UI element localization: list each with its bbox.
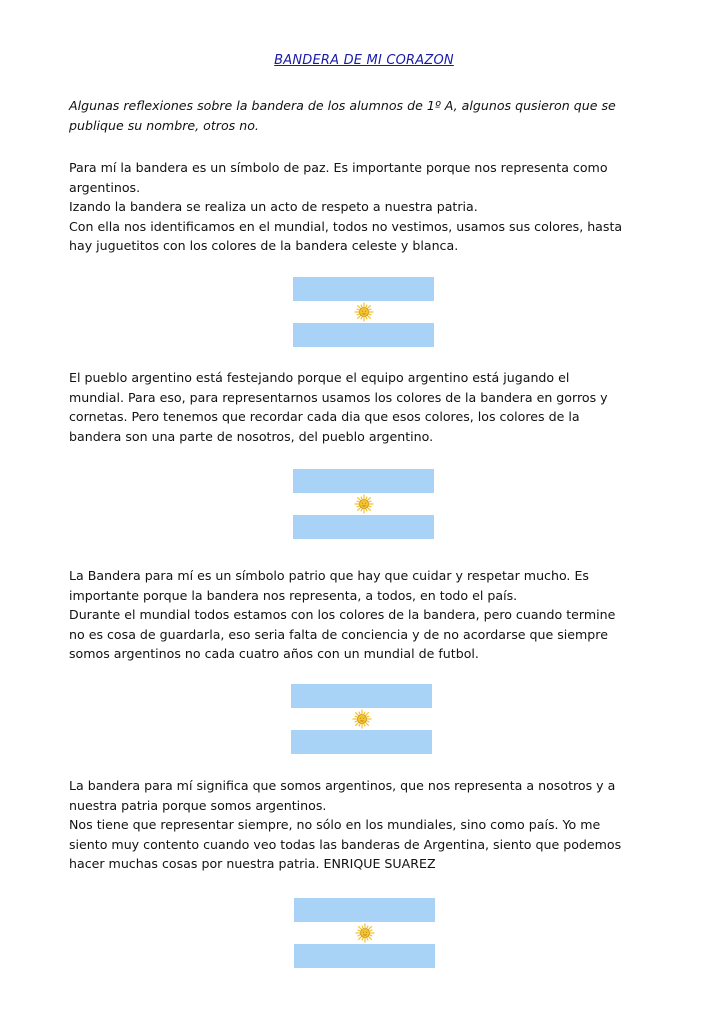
text-line: Nos tiene que representar siempre, no sólo en los mundiales, sino como país. Yo me bbox=[69, 817, 601, 832]
sun-of-may-icon bbox=[352, 709, 372, 729]
text-line: Durante el mundial todos estamos con los colores de la bandera, pero cuando termine bbox=[69, 607, 616, 622]
text-line: La bandera para mí significa que somos argentinos, que nos representa a nosotros y a bbox=[69, 778, 616, 793]
text-line: siento muy contento cuando veo todas las banderas de Argentina, siento que podemos bbox=[69, 836, 622, 852]
text-line: importante porque la bandera nos representa, a todos, en todo el país. bbox=[69, 587, 518, 603]
text-line: argentinos. bbox=[69, 179, 141, 195]
sun-of-may-icon bbox=[354, 494, 374, 514]
text-line: somos argentinos no cada cuatro años con un mundial de futbol. bbox=[69, 646, 479, 661]
argentina-flag-icon bbox=[294, 898, 435, 968]
paragraph-3 bbox=[69, 566, 669, 664]
text-line: Con ella nos identificamos en el mundial, todos no vestimos, usamos sus colores, hasta bbox=[69, 218, 623, 234]
text-line: Para mí la bandera es un símbolo de paz. Es importante porque nos representa como bbox=[69, 160, 608, 175]
paragraph-2 bbox=[69, 368, 669, 446]
text-line: El pueblo argentino está festejando porque el equipo argentino está jugando el bbox=[69, 370, 570, 385]
text-line: hay juguetitos con los colores de la bandera celeste y blanca. bbox=[69, 238, 459, 253]
text-line: La Bandera para mí es un símbolo patrio que hay que cuidar y respetar mucho. Es bbox=[69, 568, 589, 583]
text-line: Izando la bandera se realiza un acto de respeto a nuestra patria. bbox=[69, 199, 478, 214]
argentina-flag-icon bbox=[293, 277, 434, 347]
intro-paragraph bbox=[69, 96, 669, 135]
argentina-flag-icon bbox=[293, 469, 434, 539]
text-line: bandera son una parte de nosotros, del pueblo argentino. bbox=[69, 428, 434, 444]
text-line: hacer muchas cosas por nuestra patria. ENRIQUE SUAREZ bbox=[69, 856, 436, 871]
paragraph-1 bbox=[69, 158, 669, 256]
text-line: publique su nombre, otros no. bbox=[69, 117, 259, 133]
text-line: cornetas. Pero tenemos que recordar cada dia que esos colores, los colores de la bbox=[69, 409, 580, 424]
text-line: no es cosa de guardarla, eso seria falta de conciencia y de no acordarse que siempre bbox=[69, 626, 608, 642]
text-line: mundial. Para eso, para representarnos usamos los colores de la bandera en gorros y bbox=[69, 389, 608, 405]
argentina-flag-icon bbox=[291, 684, 432, 754]
text-line: Algunas reflexiones sobre la bandera de los alumnos de 1º A, algunos qusieron que se bbox=[69, 98, 616, 113]
text-line: nuestra patria porque somos argentinos. bbox=[69, 797, 327, 813]
sun-of-may-icon bbox=[354, 302, 374, 322]
sun-of-may-icon bbox=[355, 923, 375, 943]
page-title: BANDERA DE MI CORAZON bbox=[274, 53, 454, 68]
paragraph-4 bbox=[69, 776, 669, 874]
